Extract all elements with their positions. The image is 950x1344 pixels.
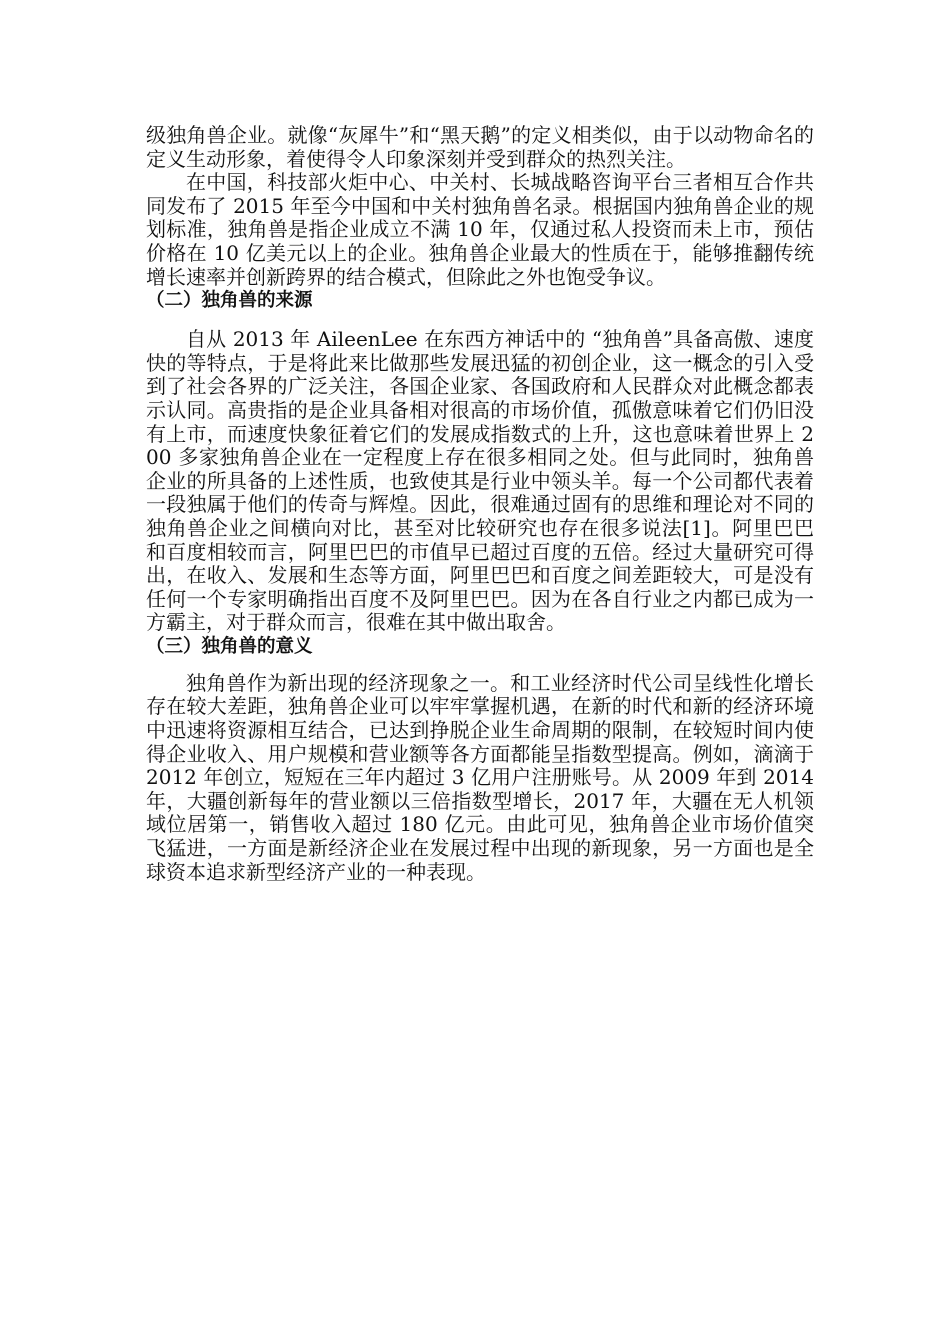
section-heading-origin: （二）独角兽的来源 xyxy=(146,290,313,312)
paragraph-intro-continued: 级独角兽企业。就像“灰犀牛”和“黑天鹅”的定义相类似，由于以动物命名的定义生动形象，着使得令人印象深刻并受到群众的热烈关注。 xyxy=(146,123,814,171)
paragraph-china-unicorn-list: 在中国，科技部火炬中心、中关村、长城战略咨询平台三者相互合作共同发布了 2015 年至今中国和中关村独角兽名录。根据国内独角兽企业的规划标准，独角兽是指企业成立不满 10 年，仅通过私人投资而未上市，预估价格在 10 亿美元以上的企业。独角兽企业最大的性质在于，能够推翻传统增长速率并创新跨界的结合模式，但除此之外也饱受争议。 xyxy=(146,170,814,289)
document-body xyxy=(146,124,814,884)
paragraph-unicorn-origin: 自从 2013 年 AileenLee 在东西方神话中的 “独角兽”具备高傲、速度快的等特点，于是将此来比做那些发展迅猛的初创企业，这一概念的引入受到了社会各界的广泛关注，各国企业家、各国政府和人民群众对此概念都表示认同。高贵指的是企业具备相对很高的市场价值，孤傲意味着它们仍旧没有上市，而速度快象征着它们的发展成指数式的上升，这也意味着世界上 200 多家独角兽企业在一定程度上存在很多相同之处。但与此同时，独角兽企业的所具备的上述性质，也致使其是行业中领头羊。每一个公司都代表着一段独属于他们的传奇与辉煌。因此，很难通过固有的思维和理论对不同的独角兽企业之间横向对比，甚至对比较研究也存在很多说法[1]。阿里巴巴和百度相较而言，阿里巴巴的市值早已超过百度的五倍。经过大量研究可得出，在收入、发展和生态等方面，阿里巴巴和百度之间差距较大，可是没有任何一个专家明确指出百度不及阿里巴巴。因为在各自行业之内都已成为一方霸主，对于群众而言，很难在其中做出取舍。 xyxy=(146,327,814,635)
paragraph-unicorn-significance: 独角兽作为新出现的经济现象之一。和工业经济时代公司呈线性化增长存在较大差距，独角兽企业可以牢牢掌握机遇，在新的时代和新的经济环境中迅速将资源相互结合，已达到挣脱企业生命周期的限制，在较短时间内使得企业收入、用户规模和营业额等各方面都能呈指数型提高。例如，滴滴于 2012 年创立，短短在三年内超过 3 亿用户注册账号。从 2009 年到 2014 年，大疆创新每年的营业额以三倍指数型增长，2017 年，大疆在无人机领域位居第一，销售收入超过 180 亿元。由此可见，独角兽企业市场价值突飞猛进，一方面是新经济企业在发展过程中出现的新现象，另一方面也是全球资本追求新型经济产业的一种表现。 xyxy=(146,670,814,884)
section-heading-significance: （三）独角兽的意义 xyxy=(146,635,313,657)
